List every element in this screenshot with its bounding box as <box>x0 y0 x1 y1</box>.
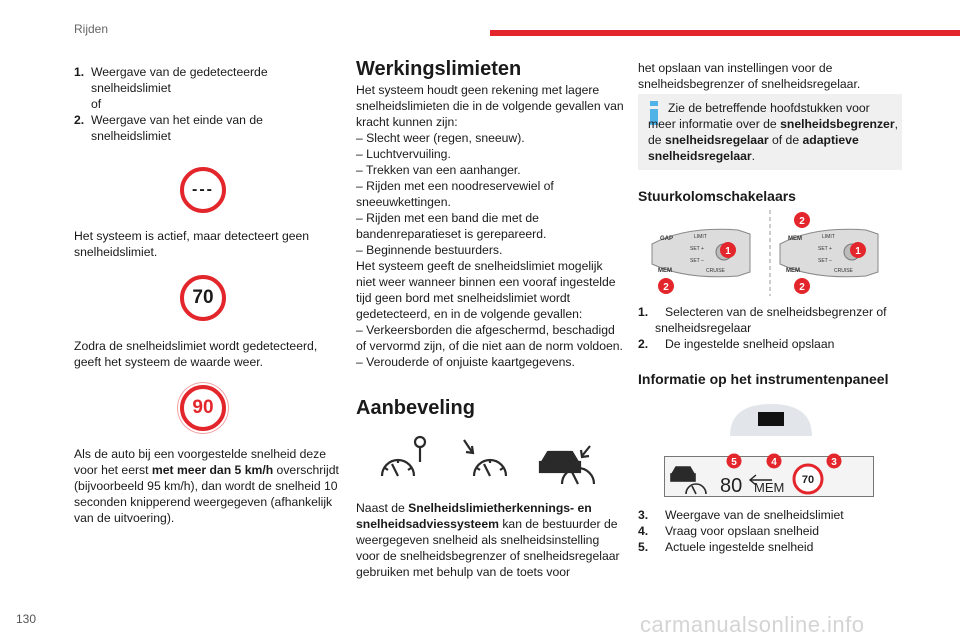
instrument-cluster-icon <box>726 400 816 440</box>
svg-text:CRUISE: CRUISE <box>706 268 725 274</box>
list-item: 5. Actuele ingestelde snelheid <box>638 540 814 554</box>
callout-4: 4 <box>771 457 777 468</box>
limits-case: – Rijden met een band die met de bandenreparatieset is gerepareerd. <box>356 211 547 241</box>
limits-case: – Slecht weer (regen, sneeuw). <box>356 131 525 145</box>
continuation-text: het opslaan van instellingen voor de snelheidsbegrenzer of snelheidsregelaar. <box>638 61 861 91</box>
list-item: 1. Selecteren van de snelheidsbegrenzer of snelheidsregelaar <box>638 305 887 335</box>
list-item: 1. Weergave van de gedetecteerde snelheidslimiet <box>74 65 268 95</box>
stalk-right <box>780 212 878 294</box>
list-item: 3. Weergave van de snelheidslimiet <box>638 508 844 522</box>
sign-70-value: 70 <box>192 287 214 308</box>
limits-body <box>356 82 624 370</box>
panel-list <box>638 507 902 555</box>
speedometer-download-icon <box>464 440 506 476</box>
watermark: carmanualsonline.info <box>640 612 865 637</box>
heading-stuurkolomschakelaars: Stuurkolomschakelaars <box>638 188 796 204</box>
svg-text:MEM: MEM <box>786 268 800 274</box>
recommendation-text: Naast de Snelheidslimietherkennings- en snelheidsadviessysteem kan de bestuurder de weergegeven snelheid als snelheidsinstelling voor de snelheidsbegrenzer of snelheidsregelaar gebruiken met behulp van de toets voor <box>356 501 620 579</box>
panel-limit: 70 <box>801 474 815 486</box>
svg-text:2: 2 <box>799 282 805 293</box>
list-item: 4. Vraag voor opslaan snelheid <box>638 524 820 538</box>
header-accent-bar <box>490 30 960 36</box>
svg-text:1: 1 <box>725 246 731 257</box>
callout-3: 3 <box>831 457 837 468</box>
svg-text:1: 1 <box>855 246 861 257</box>
svg-text:SET –: SET – <box>818 258 832 264</box>
svg-text:2: 2 <box>799 216 805 227</box>
sign-90-value: 90 <box>192 397 214 418</box>
stalk-left <box>652 229 750 294</box>
svg-text:SET +: SET + <box>818 246 832 252</box>
steering-stalk-illustration <box>646 210 894 296</box>
svg-text:SET –: SET – <box>690 258 704 264</box>
svg-text:LIMIT: LIMIT <box>694 234 707 240</box>
para-exceed: Als de auto bij een voorgestelde snelheid deze voor het eerst met meer dan 5 km/h overschrijdt (bijvoorbeeld 95 km/h), dan wordt de snelheid 10 seconden knipperend weergegeven (afhankelijk van de uitvoering). <box>74 447 339 525</box>
page-number: 130 <box>16 612 37 626</box>
speedometer-icons <box>376 432 606 492</box>
list-item: of <box>91 97 102 111</box>
svg-text:LIMIT: LIMIT <box>822 234 835 240</box>
stalk-list <box>638 304 902 352</box>
no-limit-sign <box>180 167 226 213</box>
heading-werkingslimieten: Werkingslimieten <box>356 58 522 80</box>
svg-text:2: 2 <box>663 282 669 293</box>
para-detected: Zodra de snelheidslimiet wordt gedetecteerd, geeft het systeem de waarde weer. <box>74 339 318 369</box>
limits-case: – Luchtvervuiling. <box>356 147 451 161</box>
heading-aanbeveling: Aanbeveling <box>356 397 475 419</box>
panel-display <box>664 452 874 498</box>
svg-text:MEM: MEM <box>658 268 672 274</box>
speedometer-car-icon <box>540 446 594 484</box>
info-note-text: Zie de betreffende hoofdstukken voor meer informatie over de snelheidsbegrenzer, de snelheidsregelaar of de adaptieve snelheidsregelaar. <box>648 101 898 163</box>
list-item: 2. De ingestelde snelheid opslaan <box>638 337 835 351</box>
sign-list <box>74 64 344 144</box>
svg-text:MEM: MEM <box>788 236 802 242</box>
panel-mem: MEM <box>754 480 785 495</box>
heading-instrumentenpaneel: Informatie op het instrumentenpaneel <box>638 371 889 387</box>
list-item: 2. Weergave van het einde van de snelheidslimiet <box>74 113 263 143</box>
limits-intro: Het systeem houdt geen rekening met lagere snelheidslimieten die in de volgende gevallen van kracht kunnen zijn: <box>356 83 624 129</box>
para-active: Het systeem is actief, maar detecteert geen snelheidslimiet. <box>74 229 310 259</box>
svg-text:SET +: SET + <box>690 246 704 252</box>
panel-speed: 80 <box>720 475 743 497</box>
callout-5: 5 <box>731 457 737 468</box>
limits-case: – Trekken van een aanhanger. <box>356 163 521 177</box>
speed-limit-70-sign <box>180 275 226 321</box>
limits-case: – Beginnende bestuurders. <box>356 243 503 257</box>
speedometer-pin-icon <box>382 437 425 476</box>
svg-text:CRUISE: CRUISE <box>834 268 853 274</box>
limits-case: – Verouderde of onjuiste kaartgegevens. <box>356 355 575 369</box>
speed-limit-90-sign <box>180 385 226 431</box>
sign-dashes: --- <box>192 181 214 198</box>
limits-case: – Rijden met een noodreservewiel of sneeuwkettingen. <box>356 179 554 209</box>
svg-text:GAP: GAP <box>660 236 674 242</box>
section-label: Rijden <box>74 22 109 36</box>
limits-case: – Verkeersborden die afgeschermd, beschadigd of vervormd zijn, of die niet aan de norm voldoen. <box>356 323 623 353</box>
limits-intro-2: Het systeem geeft de snelheidslimiet mogelijk niet weer wanneer binnen een vooraf ingestelde tijd geen bord met snelheidslimiet wordt gedetecteerd, en in de volgende gevallen: <box>356 259 616 321</box>
